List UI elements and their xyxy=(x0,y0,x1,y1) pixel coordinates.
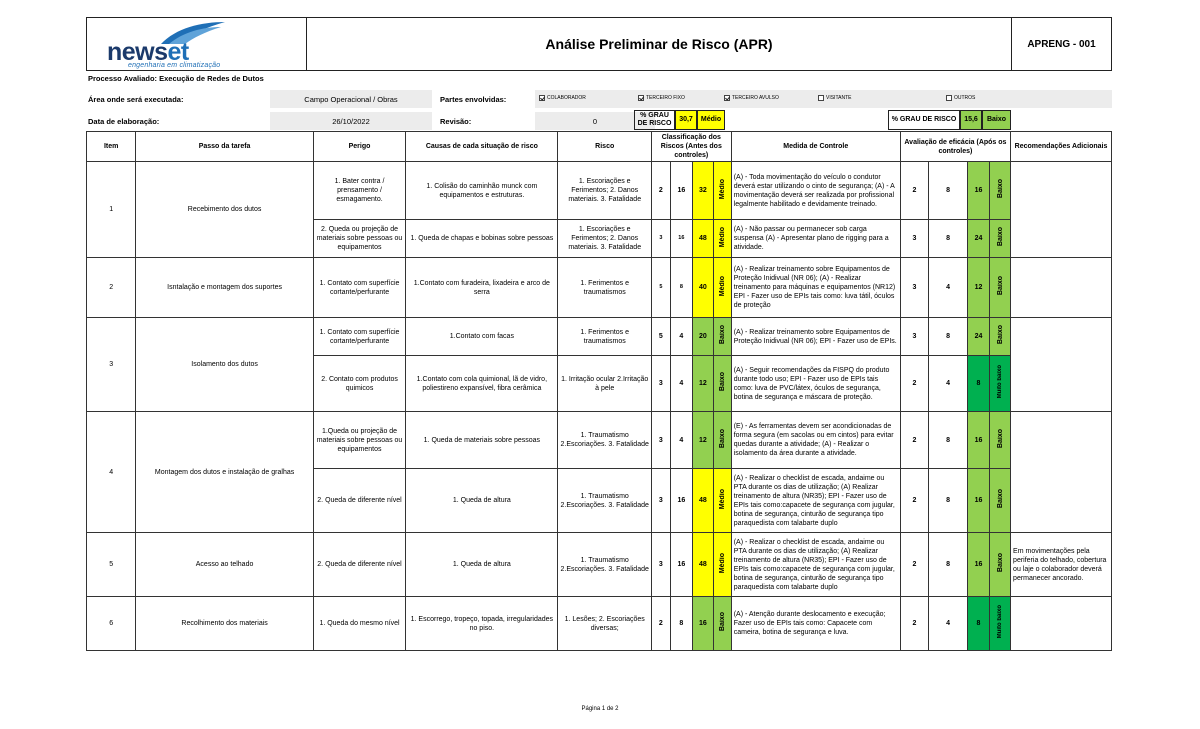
probability: 3 xyxy=(651,356,670,412)
revision-label: Revisão: xyxy=(440,117,472,126)
probability: 2 xyxy=(651,162,670,220)
severity: 16 xyxy=(670,533,692,597)
recommendation xyxy=(1011,597,1112,651)
probability: 3 xyxy=(651,469,670,533)
risk-level-after: Baixo xyxy=(990,469,1011,533)
risk-grade-after-label: % GRAU DE RISCO xyxy=(888,110,960,130)
hazard: 1.Queda ou projeção de materiais sobre pessoas ou equipamentos xyxy=(313,412,405,469)
logo-tagline: engenharia em climatização xyxy=(128,62,221,69)
probability-after: 3 xyxy=(900,318,928,356)
severity-after: 8 xyxy=(929,220,968,258)
checkbox-icon[interactable] xyxy=(818,95,824,101)
risk-value-after: 16 xyxy=(967,533,989,597)
risk-value: 48 xyxy=(692,220,713,258)
risk-value-after: 24 xyxy=(967,318,989,356)
severity-after: 8 xyxy=(929,469,968,533)
recommendation xyxy=(1011,162,1112,258)
recommendation xyxy=(1011,258,1112,318)
table-row xyxy=(87,533,1112,597)
probability-after: 2 xyxy=(900,162,928,220)
control-measure: (A) - Realizar treinamento sobre Equipamentos de Proteção Inidivual (NR 06); EPI - Fazer uso de EPIs. xyxy=(731,318,900,356)
hazard: 1. Bater contra / prensamento / esmagamento. xyxy=(313,162,405,220)
document-header xyxy=(86,17,1112,71)
risk-value-after: 8 xyxy=(967,597,989,651)
risk-analysis-table xyxy=(86,131,1112,651)
recommendation: Em movimentações pela periferia do telhado, cobertura ou laje o colaborador deverá permanecer ancorado. xyxy=(1011,533,1112,597)
probability: 2 xyxy=(651,597,670,651)
risk-level: Baixo xyxy=(713,597,731,651)
control-measure: (A) - Atenção durante deslocamento e execução; Fazer uso de EPIs tais como: Capacete com cameira, botina de segurança e luva. xyxy=(731,597,900,651)
risk-value: 40 xyxy=(692,258,713,318)
document-code: APRENG - 001 xyxy=(1027,38,1096,50)
control-measure: (E) - As ferramentas devem ser acondicionadas de forma segura (em sacolas ou em cintos) para evitar quedas durante a atividade; (A) - Realizar o isolamento da área durante a atividade. xyxy=(731,412,900,469)
item-number: 5 xyxy=(87,533,136,597)
checkbox-icon[interactable] xyxy=(539,95,545,101)
item-number: 6 xyxy=(87,597,136,651)
risk-level-after: Baixo xyxy=(990,162,1011,220)
risk-level-after: Baixo xyxy=(990,258,1011,318)
table-row xyxy=(87,162,1112,220)
item-number: 1 xyxy=(87,162,136,258)
task-step: Isolamento dos dutos xyxy=(136,318,313,412)
table-row xyxy=(87,597,1112,651)
severity-after: 4 xyxy=(929,258,968,318)
risk-level-after: Baixo xyxy=(990,220,1011,258)
severity: 4 xyxy=(670,318,692,356)
risk-value-after: 24 xyxy=(967,220,989,258)
control-measure: (A) - Realizar o checklist de escada, andaime ou PTA durante os dias de utilização; (A) Realizar treinamento de altura (NR35); EPI - Fazer uso de EPIs tais como:capacete de segurança com jugular, botina de segurança, cinturão de segurança tipo paraquedista com talabarte duplo xyxy=(731,533,900,597)
risk-level: Baixo xyxy=(713,356,731,412)
col-item: Item xyxy=(87,132,136,162)
checkbox-icon[interactable] xyxy=(946,95,952,101)
risk-value: 48 xyxy=(692,469,713,533)
hazard: 2. Queda de diferente nível xyxy=(313,469,405,533)
severity: 4 xyxy=(670,412,692,469)
task-step: Recolhimento dos materiais xyxy=(136,597,313,651)
part-terceiro-avulso[interactable]: TERCEIRO AVULSO xyxy=(724,95,779,101)
hazard: 2. Queda ou projeção de materiais sobre pessoas ou equipamentos xyxy=(313,220,405,258)
col-recommend: Recomendações Adicionais xyxy=(1011,132,1112,162)
risk-level-after: Muito baixo xyxy=(990,356,1011,412)
risk-level: Médio xyxy=(713,220,731,258)
risk-value-after: 16 xyxy=(967,412,989,469)
risk-value: 12 xyxy=(692,356,713,412)
risk-value-after: 12 xyxy=(967,258,989,318)
severity-after: 8 xyxy=(929,533,968,597)
cause: 1.Contato com cola quimional, lã de vidro, poliestireno expansível, fibra cerâmica xyxy=(406,356,558,412)
hazard: 2. Contato com produtos quimicos xyxy=(313,356,405,412)
probability: 5 xyxy=(651,258,670,318)
probability-after: 2 xyxy=(900,533,928,597)
col-control: Medida de Controle xyxy=(731,132,900,162)
parts-label: Partes envolvidas: xyxy=(440,95,507,104)
severity-after: 4 xyxy=(929,356,968,412)
table-row xyxy=(87,318,1112,356)
control-measure: (A) - Não passar ou permanecer sob carga suspensa (A) - Apresentar plano de rigging para a atividade. xyxy=(731,220,900,258)
control-measure: (A) - Realizar o checklist de escada, andaime ou PTA durante os dias de utilização; (A) Realizar treinamento de altura (NR35); EPI - Fazer uso de EPIs tais como:capacete de segurança com jugular, botina de segurança, cinturão de segurança tipo paraquedista com talabarte duplo xyxy=(731,469,900,533)
risk-level: Baixo xyxy=(713,412,731,469)
risk-level-after: Muito baixo xyxy=(990,597,1011,651)
risk: 1. Traumatismo 2.Escoriações. 3. Fatalidade xyxy=(558,412,651,469)
cause: 1. Queda de altura xyxy=(406,469,558,533)
cause: 1. Escorrego, tropeço, topada, irregularidades no piso. xyxy=(406,597,558,651)
revision-value: 0 xyxy=(535,112,655,130)
cause: 1.Contato com furadeira, lixadeira e arco de serra xyxy=(406,258,558,318)
cause: 1. Queda de materiais sobre pessoas xyxy=(406,412,558,469)
col-causes: Causas de cada situação de risco xyxy=(406,132,558,162)
severity: 8 xyxy=(670,258,692,318)
risk-value: 48 xyxy=(692,533,713,597)
risk: 1. Lesões; 2. Escoriações diversas; xyxy=(558,597,651,651)
risk-level-after: Baixo xyxy=(990,318,1011,356)
severity: 4 xyxy=(670,356,692,412)
task-step: Recebimento dos dutos xyxy=(136,162,313,258)
risk-value: 12 xyxy=(692,412,713,469)
task-step: Isntalação e montagem dos suportes xyxy=(136,258,313,318)
hazard: 1. Contato com superfície cortante/perfurante xyxy=(313,318,405,356)
risk-grade-before-label: % GRAU DE RISCO xyxy=(634,110,675,130)
area-label: Área onde será executada: xyxy=(88,95,184,104)
severity: 16 xyxy=(670,162,692,220)
recommendation xyxy=(1011,412,1112,533)
risk-grade-before-level: Médio xyxy=(697,110,725,130)
severity-after: 4 xyxy=(929,597,968,651)
col-step: Passo da tarefa xyxy=(136,132,313,162)
cause: 1.Contato com facas xyxy=(406,318,558,356)
risk-value: 32 xyxy=(692,162,713,220)
recommendation xyxy=(1011,318,1112,412)
probability-after: 3 xyxy=(900,258,928,318)
risk-level: Médio xyxy=(713,533,731,597)
page-number: Página 1 de 2 xyxy=(581,706,619,712)
risk-level-after: Baixo xyxy=(990,412,1011,469)
risk: 1. Ferimentos e traumatismos xyxy=(558,318,651,356)
severity: 8 xyxy=(670,597,692,651)
checkbox-icon[interactable] xyxy=(638,95,644,101)
risk-level: Baixo xyxy=(713,318,731,356)
col-class-after: Avaliação de eficácia (Após os controles) xyxy=(900,132,1010,162)
table-header-row xyxy=(87,132,1112,162)
severity-after: 8 xyxy=(929,412,968,469)
risk-value: 16 xyxy=(692,597,713,651)
probability: 5 xyxy=(651,318,670,356)
severity-after: 8 xyxy=(929,162,968,220)
area-value: Campo Operacional / Obras xyxy=(270,90,432,108)
risk-value-after: 16 xyxy=(967,162,989,220)
date-value: 26/10/2022 xyxy=(270,112,432,130)
parts-checklist xyxy=(535,90,1112,108)
table-row xyxy=(87,412,1112,469)
cause: 1. Queda de altura xyxy=(406,533,558,597)
risk: 1. Escoriações e Ferimentos; 2. Danos materiais. 3. Fatalidade xyxy=(558,220,651,258)
severity: 16 xyxy=(670,220,692,258)
task-step: Acesso ao telhado xyxy=(136,533,313,597)
control-measure: (A) - Realizar treinamento sobre Equipamentos de Proteção Inidivual (NR 06); (A) - Realizar treinamento para máquinas e equipamentos (NR12) EPI - Fazer uso de EPIs tais como: luva tátil, óculos de proteção xyxy=(731,258,900,318)
probability: 3 xyxy=(651,533,670,597)
hazard: 1. Contato com superfície cortante/perfurante xyxy=(313,258,405,318)
risk: 1. Irritação ocular 2.Irritação à pele xyxy=(558,356,651,412)
risk: 1. Traumatismo 2.Escoriações. 3. Fatalidade xyxy=(558,469,651,533)
risk-value-after: 8 xyxy=(967,356,989,412)
risk-level: Médio xyxy=(713,258,731,318)
document-title: Análise Preliminar de Risco (APR) xyxy=(307,18,1012,70)
probability-after: 3 xyxy=(900,220,928,258)
part-outros[interactable]: OUTROS xyxy=(946,95,975,101)
col-class-before: Classificação dos Riscos (Antes dos controles) xyxy=(651,132,731,162)
risk-level: Médio xyxy=(713,469,731,533)
probability: 3 xyxy=(651,220,670,258)
part-terceiro-fixo[interactable]: TERCEIRO FIXO xyxy=(638,95,685,101)
risk-grade-after-value: 15,6 xyxy=(960,110,982,130)
probability: 3 xyxy=(651,412,670,469)
risk: 1. Escoriações e Ferimentos; 2. Danos materiais. 3. Fatalidade xyxy=(558,162,651,220)
severity: 16 xyxy=(670,469,692,533)
risk: 1. Ferimentos e traumatismos xyxy=(558,258,651,318)
date-label: Data de elaboração: xyxy=(88,117,160,126)
risk: 1. Traumatismo 2.Escoriações. 3. Fatalidade xyxy=(558,533,651,597)
table-row xyxy=(87,258,1112,318)
hazard: 2. Queda de diferente nível xyxy=(313,533,405,597)
risk-level-after: Baixo xyxy=(990,533,1011,597)
probability-after: 2 xyxy=(900,597,928,651)
hazard: 1. Queda do mesmo nível xyxy=(313,597,405,651)
probability-after: 2 xyxy=(900,356,928,412)
company-logo xyxy=(87,18,307,70)
part-visitante[interactable]: VISITANTE xyxy=(818,95,851,101)
item-number: 4 xyxy=(87,412,136,533)
checkbox-icon[interactable] xyxy=(724,95,730,101)
cause: 1. Queda de chapas e bobinas sobre pessoas xyxy=(406,220,558,258)
probability-after: 2 xyxy=(900,412,928,469)
area-row xyxy=(86,90,1112,108)
risk-grade-after-level: Baixo xyxy=(982,110,1011,130)
control-measure: (A) - Toda movimentação do veículo o condutor deverá estar utilizando o cinto de segurança; (A) - A movimentação deverá ser realizada por profissional legalmente habilitado e devidamente treinado. xyxy=(731,162,900,220)
risk-value: 20 xyxy=(692,318,713,356)
part-colaborador[interactable]: COLABORADOR xyxy=(539,95,586,101)
risk-value-after: 16 xyxy=(967,469,989,533)
process-evaluated: Processo Avaliado: Execução de Redes de Dutos xyxy=(88,74,264,83)
cause: 1. Colisão do caminhão munck com equipamentos e estruturas. xyxy=(406,162,558,220)
col-hazard: Perigo xyxy=(313,132,405,162)
control-measure: (A) - Seguir recomendações da FISPQ do produto durante todo uso; EPI - Fazer uso de EPIs tais como: luva de PVC/látex, óculos de segurança, botina de segurança e máscara de proteção. xyxy=(731,356,900,412)
risk-level: Médio xyxy=(713,162,731,220)
probability-after: 2 xyxy=(900,469,928,533)
risk-grade-before-value: 30,7 xyxy=(675,110,697,130)
col-risk: Risco xyxy=(558,132,651,162)
logo-wordmark: newset xyxy=(107,38,189,66)
item-number: 3 xyxy=(87,318,136,412)
item-number: 2 xyxy=(87,258,136,318)
task-step: Montagem dos dutos e instalação de gralhas xyxy=(136,412,313,533)
severity-after: 8 xyxy=(929,318,968,356)
